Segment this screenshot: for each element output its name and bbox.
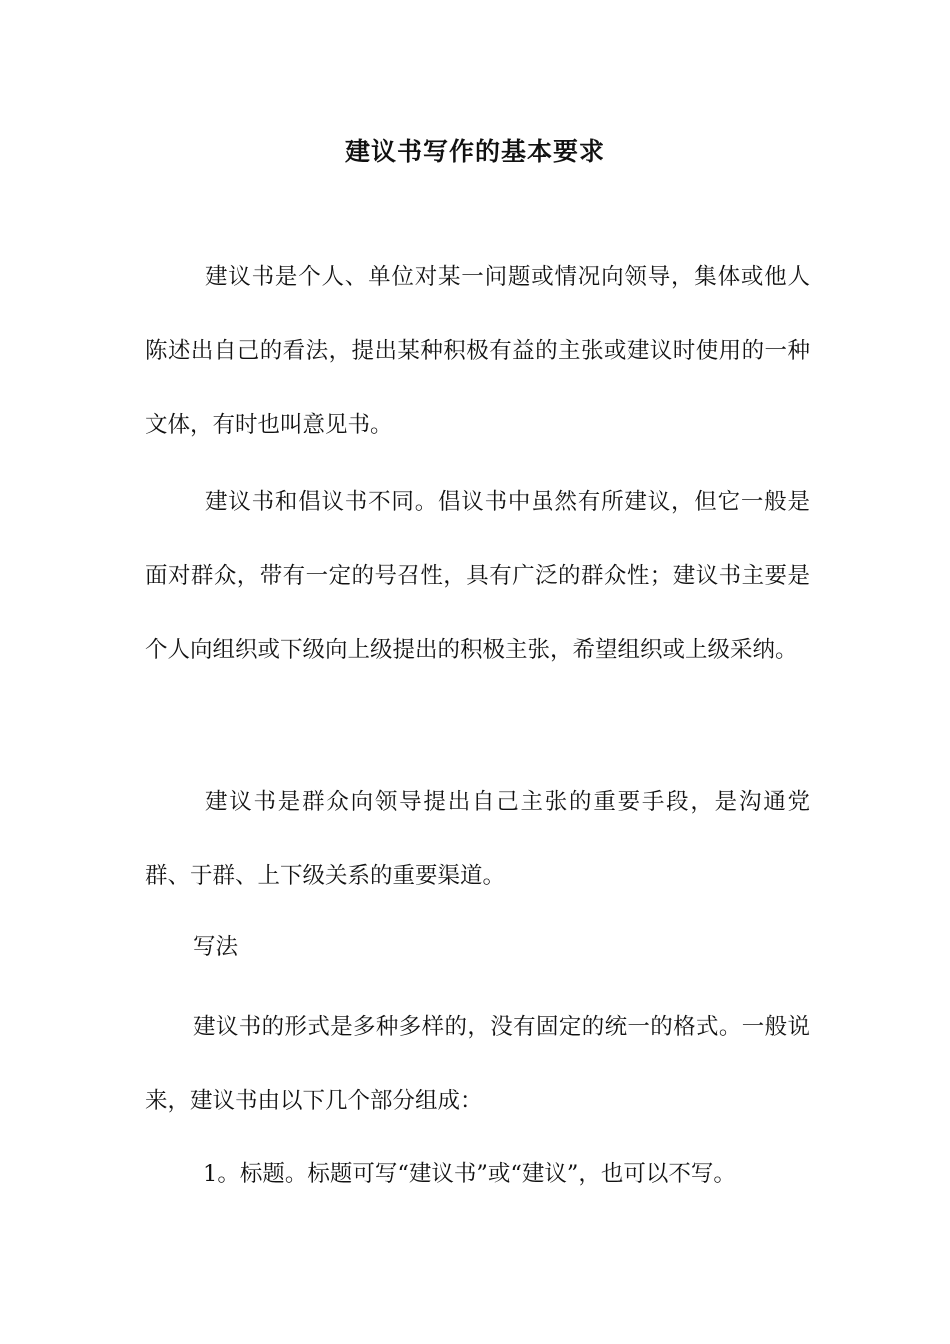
paragraph-format: 建议书的形式是多种多样的，没有固定的统一的格式。一般说来，建议书由以下几个部分组成： [145,1014,810,1114]
section-heading-writing-method: 写法 [193,934,239,960]
paragraph-importance: 建议书是群众向领导提出自己主张的重要手段，是沟通党群、于群、上下级关系的重要渠道。 [145,789,810,889]
paragraph-definition: 建议书是个人、单位对某一问题或情况向领导，集体或他人陈述出自己的看法，提出某种积极有益的主张或建议时使用的一种文体，有时也叫意见书。 [145,264,810,438]
document-title: 建议书写作的基本要求 [344,137,605,166]
paragraph-difference: 建议书和倡议书不同。倡议书中虽然有所建议，但它一般是面对群众，带有一定的号召性，具有广泛的群众性；建议书主要是个人向组织或下级向上级提出的积极主张，希望组织或上级采纳。 [145,489,810,663]
list-item-title-rule: 1。标题。标题可写“建议书”或“建议”，也可以不写。 [203,1161,736,1187]
